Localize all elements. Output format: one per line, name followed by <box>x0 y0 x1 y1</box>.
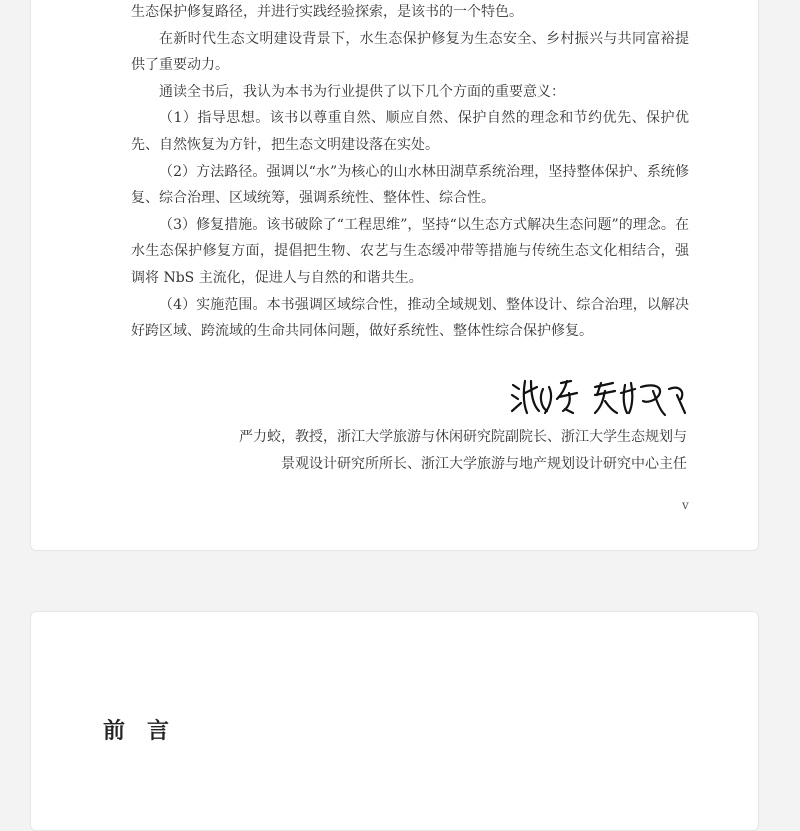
paragraph: 生态保护修复路径，并进行实践经验探索，是该书的一个特色。 <box>131 4 523 20</box>
page-number: v <box>682 498 689 512</box>
paragraph: （2）方法路径。强调以“水”为核心的山水林田湖草系统治理，坚持整体保护、系统修复、综合治理、区域统筹，强调系统性、整体性、综合性。 <box>131 163 689 207</box>
author-credit-line: 景观设计研究所所长、浙江大学旅游与地产规划设计研究中心主任 <box>281 456 687 472</box>
author-credit-line: 严力蛟，教授，浙江大学旅游与休闲研究院副院长、浙江大学生态规划与 <box>239 429 687 445</box>
preface-title: 前言 <box>103 718 192 744</box>
paragraph: 在新时代生态文明建设背景下，水生态保护修复为生态安全、乡村振兴与共同富裕提供了重要动力。 <box>131 30 689 74</box>
paragraph: （4）实施范围。本书强调区域综合性，推动全域规划、整体设计、综合治理，以解决好跨区域、跨流域的生命共同体问题，做好系统性、整体性综合保护修复。 <box>131 296 689 340</box>
paragraph: 通读全书后，我认为本书为行业提供了以下几个方面的重要意义： <box>159 83 565 100</box>
page-body-text <box>131 0 689 345</box>
document-page-upper <box>30 0 759 551</box>
author-credit <box>239 424 687 478</box>
handwritten-signature-image <box>509 373 689 419</box>
document-page-lower <box>30 611 759 831</box>
paragraph: （1）指导思想。该书以尊重自然、顺应自然、保护自然的理念和节约优先、保护优先、自然恢复为方针，把生态文明建设落在实处。 <box>131 110 689 153</box>
paragraph: （3）修复措施。该书破除了“工程思维”，坚持“以生态方式解决生态问题”的理念。在水生态保护修复方面，提倡把生物、农艺与生态缓冲带等措施与传统生态文化相结合，强调将 NbS 主流化，促进人与自然的和谐共生。 <box>131 216 689 286</box>
